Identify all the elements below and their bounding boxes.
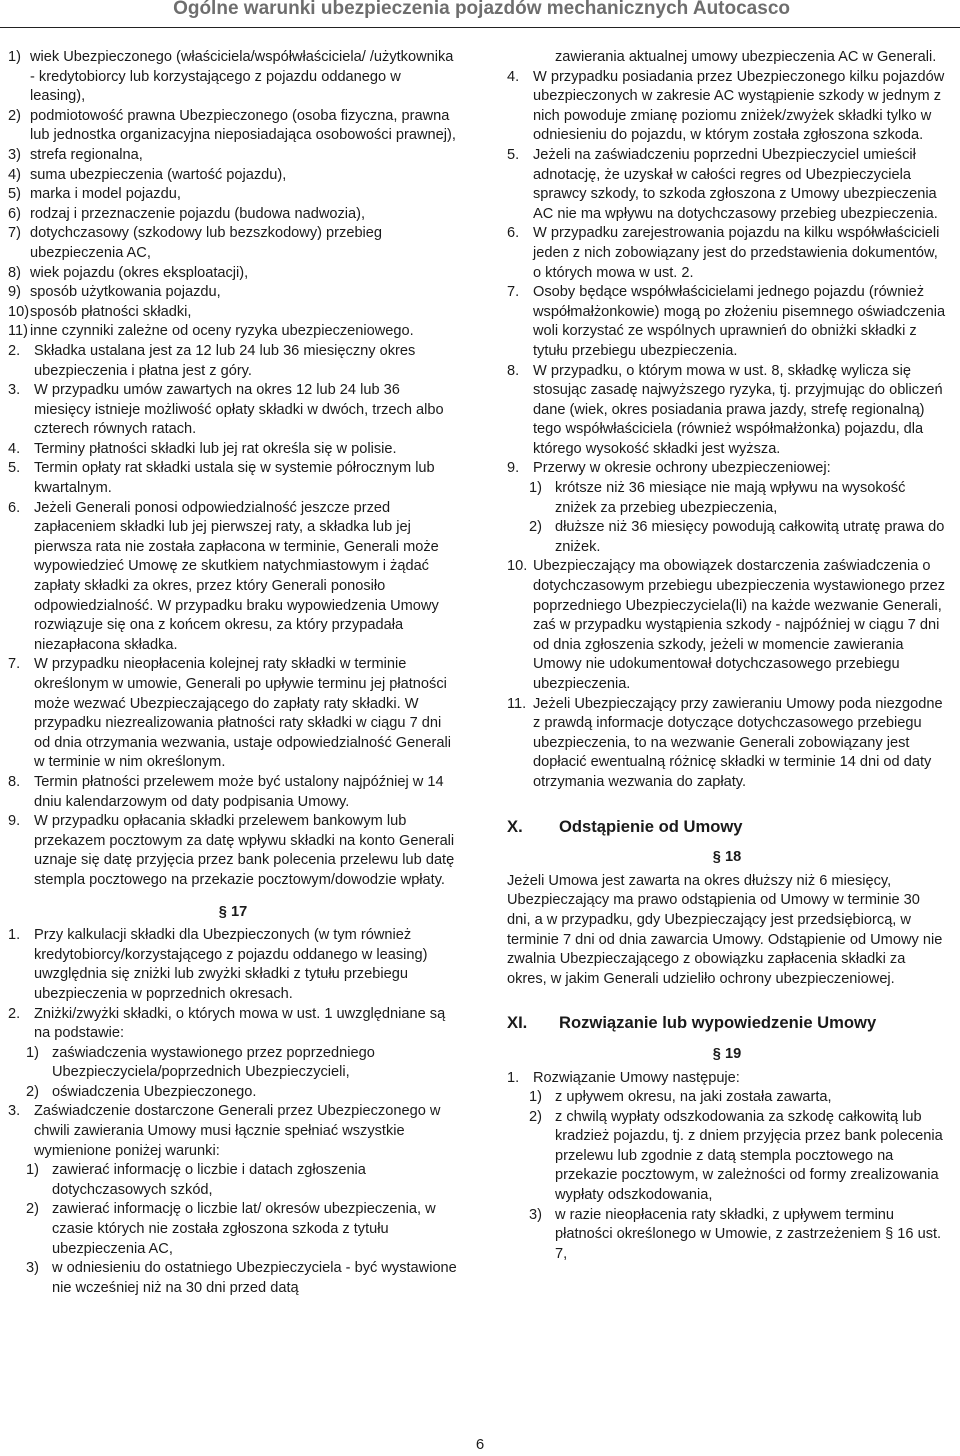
right-column	[507, 48, 947, 1264]
sub-item: 2) dłuższe niż 36 miesięcy powodują całkowitą utratę prawa do zniżek.	[529, 519, 945, 555]
clause-item: 4. W przypadku posiadania przez Ubezpieczonego kilku pojazdów ubezpieczonych w zakresie AC wystąpienie szkody w jednym z nich powoduje zmianę poziomu zniżek/zwyżek składki tylko w odniesieniu do pojazdu, w którym została zgłoszona szkoda.	[507, 68, 945, 144]
list-item: 9) sposób użytkowania pojazdu,	[8, 284, 221, 301]
section-heading-18: § 18	[712, 849, 742, 866]
clause-item: 10. Ubezpieczający ma obowiązek dostarczenia zaświadczenia o dotychczasowym przebiegu ubezpieczenia wystawionego przez poprzedniego Ubezpieczyciela(li) na każde wezwanie Generali, zaś w przypadku wystąpienia szkody - najpóźniej w ciągu 7 dni od dnia zgłoszenia szkody, jeżeli w momencie zawierania Umowy nie udokumentował dotychczasowego przebiegu ubezpieczenia.	[507, 558, 946, 692]
paragraph: Jeżeli Umowa jest zawarta na okres dłuższy niż 6 miesięcy, Ubezpieczający ma prawo odstąpienia od Umowy w terminie 30 dni, a w przypadku, gdy Ubezpieczający jest przedsiębiorcą, w terminie 7 dni od dnia zawarcia Umowy. Odstąpienie od Umowy nie zwalnia Ubezpieczającego z obowiązku zapłacenia składki za okres, w jakim Generali udzieliło ochrony ubezpieczeniowej.	[507, 872, 943, 987]
sub-item: 1) zawierać informację o liczbie i datach zgłoszenia dotychczasowych szkód,	[26, 1162, 366, 1198]
clause-item: 3. W przypadku umów zawartych na okres 12 lub 24 lub 36 miesięcy istnieje możliwość opłaty składki w dwóch, trzech albo czterech równych ratach.	[8, 382, 444, 438]
section-heading-19: § 19	[712, 1045, 742, 1062]
clause-item: 5. Termin opłaty rat składki ustala się w systemie półrocznym lub kwartalnym.	[8, 460, 435, 497]
sub-item: 2) z chwilą wypłaty odszkodowania za szkodę całkowitą lub kradzież pojazdu, tj. z dniem przyjęcia przez bank polecenia przelewu lub zgodnie z datą stempla pocztowego na przekazie pocztowym, w zależności od formy zrealizowania wypłaty odszkodowania,	[529, 1108, 943, 1204]
list-item: 2) podmiotowość prawna Ubezpieczonego (osoba fizyczna, prawna lub jednostka organizacyjna nieposiadająca osobowości prawnej),	[8, 107, 456, 144]
sub-item: 3) w razie nieopłacenia raty składki, z upływem terminu płatności określonego w Umowie, z zastrzeżeniem § 16 ust. 7,	[529, 1206, 942, 1262]
chapter-title: Rozwiązanie lub wypowiedzenie Umowy	[559, 1013, 877, 1033]
sub-item: 2) zawierać informację o liczbie lat/ okresów ubezpieczenia, w czasie których nie została zgłoszona szkoda z tytułu ubezpieczenia AC,	[26, 1201, 436, 1257]
sub-item: 1) krótsze niż 36 miesiące nie mają wpływu na wysokość zniżek za przebieg ubezpieczenia,	[529, 480, 906, 516]
chapter-heading-10	[507, 817, 947, 837]
clause-item: 7. Osoby będące współwłaścicielami jednego pojazdu (również współmałżonkowie) mogą po złożeniu pisemnego oświadczenia woli korzystać ze wspólnych uprawnień do obniżki składki z tytułu przebiegu ubezpieczenia.	[507, 284, 946, 359]
clause-item: 1. Rozwiązanie Umowy następuje:	[507, 1069, 740, 1086]
list-item: 6) rodzaj i przeznaczenie pojazdu (budowa nadwozia),	[8, 205, 366, 222]
factor-list	[8, 48, 458, 342]
clause-item: 8. W przypadku, o którym mowa w ust. 8, składkę wylicza się stosując zasadę najwyższego ryzyka, tj. przyjmując do obliczeń dane (wiek, okres posiadania prawa jazdy, strefę regionalną) tego współwłaściciela (również współmałżonka) pojazdu, dla którego wysokość składki jest wyższa.	[507, 362, 943, 457]
clause-item: 1. Przy kalkulacji składki dla Ubezpieczonych (w tym również kredytobiorcy/korzystającego z pojazdu oddanego w leasing) uwzględnia się zniżki lub zwyżki składki z tytułu przebiegu ubezpieczenia w poprzednich okresach.	[8, 927, 428, 1002]
list-item: 10) sposób płatności składki,	[8, 303, 192, 320]
chapter-number: XI.	[507, 1013, 528, 1033]
sub-item: 1) zaświadczenia wystawionego przez poprzedniego Ubezpieczyciela/poprzednich Ubezpieczycieli,	[26, 1044, 375, 1081]
clause-item: 11. Jeżeli Ubezpieczający przy zawieraniu Umowy poda niezgodne z prawdą informacje dotyczące dotychczasowego przebiegu ubezpieczenia, to na wezwanie Generali zobowiązany jest dopłacić ewentualną różnicę składki w terminie 14 dni od daty otrzymania wezwania do zapłaty.	[507, 695, 943, 790]
clause-item: 6. W przypadku zarejestrowania pojazdu na kilku współwłaścicieli jeden z nich zobowiązany jest do przedstawienia dokumentów, o których mowa w ust. 2.	[507, 225, 940, 281]
list-item: 1) wiek Ubezpieczonego (właściciela/współwłaściciela/ /użytkownika - kredytobiorcy lub korzystającego z pojazdu oddanego w leasing),	[8, 49, 454, 105]
list-item: 7) dotychczasowy (szkodowy lub bezszkodowy) przebieg ubezpieczenia AC,	[8, 225, 383, 261]
page-header	[0, 0, 960, 28]
clause-item: 5. Jeżeli na zaświadczeniu poprzedni Ubezpieczyciel umieścił adnotację, że uzyskał w całości regres od Ubezpieczyciela sprawcy szkody, to szkoda zgłoszona z Umowy ubezpieczenia AC nie ma wpływu na dotychczasowy przebieg ubezpieczenia.	[507, 146, 938, 222]
clause-item: 9. Przerwy w okresie ochrony ubezpieczeniowej:	[507, 460, 831, 477]
chapter-title: Odstąpienie od Umowy	[559, 816, 743, 836]
list-item: 11) inne czynniki zależne od oceny ryzyka ubezpieczeniowego.	[8, 323, 414, 340]
clause-item: 2. Składka ustalana jest za 12 lub 24 lub 36 miesięczny okres ubezpieczenia i płatna jest z góry.	[8, 342, 416, 379]
list-item: 5) marka i model pojazdu,	[8, 186, 181, 203]
left-column	[8, 48, 458, 1298]
clause-item: 9. W przypadku opłacania składki przelewem bankowym lub przekazem pocztowym za datę wpływu składki na konto Generali uznaje się datę przyjęcia przez bank polecenia przelewu lub datę stempla pocztowego na przekazie pocztowym/dowodzie wpłaty.	[8, 813, 455, 888]
clause-item: 3. Zaświadczenie dostarczone Generali przez Ubezpieczonego w chwili zawierania Umowy musi łącznie spełniać wszystkie wymienione poniżej warunki:	[8, 1103, 441, 1159]
sub-item: 1) z upływem okresu, na jaki została zawarta,	[529, 1089, 832, 1106]
page-number: 6	[475, 1436, 485, 1453]
list-item: 4) suma ubezpieczenia (wartość pojazdu),	[8, 166, 287, 183]
sub-item: 3) w odniesieniu do ostatniego Ubezpieczyciela - być wystawione nie wcześniej niż na 30 dni przed datą	[26, 1260, 457, 1296]
clause-item: 6. Jeżeli Generali ponosi odpowiedzialność jeszcze przed zapłaceniem składki lub jej pierwszej raty, a składka lub jej pierwsza rata nie została zapłacona w terminie, Generali może wypowiedzieć Umowę ze skutkiem natychmiastowym i żądać zapłaty składki za okres, przez który Generali ponosiło odpowiedzialność. W przypadku braku wypowiedzenia Umowy rozwiązuje się ona z końcem okresu, za który przypadała niezapłacona składka.	[8, 499, 439, 653]
chapter-number: X.	[507, 816, 523, 836]
section-heading-17: § 17	[218, 903, 248, 920]
document-title: Ogólne warunki ubezpieczenia pojazdów mechanicznych Autocasco	[173, 0, 790, 19]
chapter-heading-11	[507, 1013, 947, 1033]
list-item: 8) wiek pojazdu (okres eksploatacji),	[8, 264, 249, 281]
list-item: 3) strefa regionalna,	[8, 146, 143, 163]
clause-item: 4. Terminy płatności składki lub jej rat określa się w polisie.	[8, 440, 397, 457]
clause-item: 8. Termin płatności przelewem może być ustalony najpóźniej w 14 dniu kalendarzowym od daty podpisania Umowy.	[8, 773, 444, 810]
clause-item: 7. W przypadku nieopłacenia kolejnej raty składki w terminie określonym w umowie, Generali po upływie terminu jej płatności może wezwać Ubezpieczającego do zapłaty raty składki. W przypadku niezrealizowania płatności raty składki w ciągu 7 dni od dnia otrzymania wezwania, ustaje odpowiedzialność Generali w terminie w nim określonym.	[8, 656, 451, 771]
clause-item: 2. Zniżki/zwyżki składki, o których mowa w ust. 1 uwzględniane są na podstawie:	[8, 1005, 446, 1042]
sub-item: 2) oświadczenia Ubezpieczonego.	[26, 1083, 257, 1100]
continued-text: zawierania aktualnej umowy ubezpieczenia AC w Generali.	[555, 49, 937, 65]
